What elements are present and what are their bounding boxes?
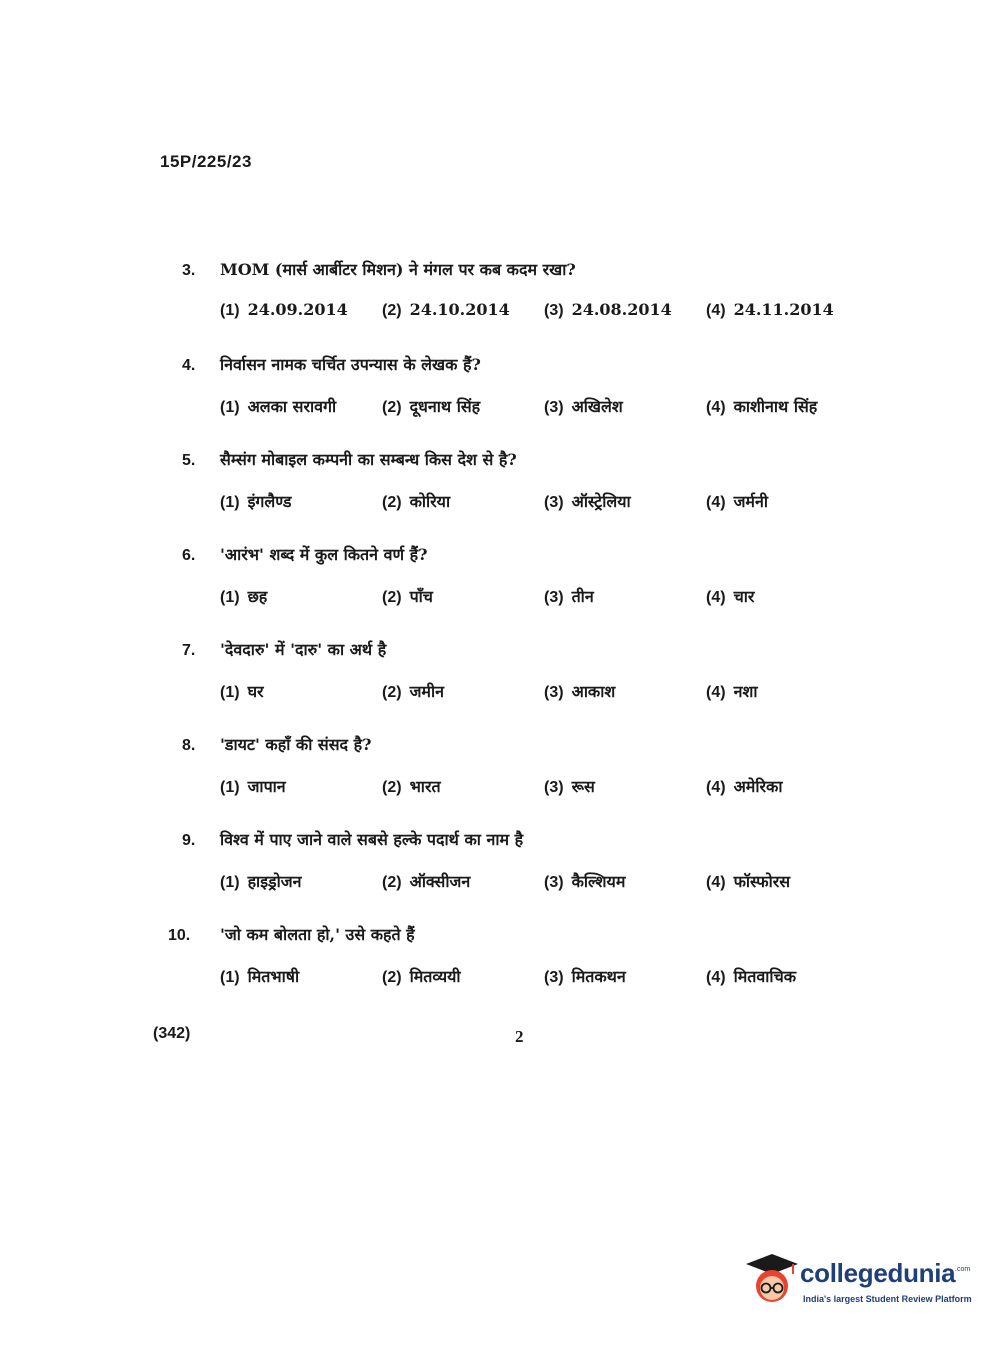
option-list — [168, 870, 868, 892]
collegedunia-watermark[interactable] — [742, 1250, 972, 1310]
option-2: (2) दूधनाथ सिंह — [382, 397, 481, 416]
question-3 — [168, 258, 868, 353]
option-4: (4) नशा — [706, 682, 758, 701]
collegedunia-logo-icon — [742, 1250, 802, 1310]
option-1: (1) अलका सरावगी — [220, 397, 337, 416]
option-3: (3) कैल्शियम — [544, 872, 626, 891]
option-1: (1) 24.09.2014 — [220, 300, 348, 319]
option-2: (2) जमीन — [382, 682, 445, 701]
question-number: 9. — [182, 832, 196, 849]
question-text: सैम्संग मोबाइल कम्पनी का सम्बन्ध किस देश से है? — [220, 450, 517, 469]
option-3: (3) रूस — [544, 777, 595, 796]
option-list — [168, 490, 868, 512]
question-number: 3. — [182, 262, 196, 279]
option-list — [168, 965, 868, 987]
question-number: 4. — [182, 357, 196, 374]
option-4: (4) जर्मनी — [706, 492, 769, 511]
option-3: (3) ऑस्ट्रेलिया — [544, 492, 631, 511]
option-4: (4) मितवाचिक — [706, 967, 797, 986]
option-3: (3) 24.08.2014 — [544, 300, 672, 319]
option-1: (1) घर — [220, 682, 264, 701]
question-7 — [168, 638, 868, 733]
question-number: 8. — [182, 737, 196, 754]
question-9 — [168, 828, 868, 923]
question-text: MOM (मार्स आर्बीटर मिशन) ने मंगल पर कब कदम रखा? — [220, 260, 576, 279]
question-list — [168, 258, 868, 1018]
page-number: 2 — [515, 1027, 524, 1046]
question-text: निर्वासन नामक चर्चित उपन्यास के लेखक हैं? — [220, 355, 481, 374]
option-2: (2) 24.10.2014 — [382, 300, 510, 319]
option-4: (4) चार — [706, 587, 755, 606]
option-2: (2) भारत — [382, 777, 441, 796]
question-text: 'जो कम बोलता हो,' उसे कहते हैं — [220, 925, 415, 944]
option-list — [168, 680, 868, 702]
option-4: (4) फॉस्फोरस — [706, 872, 791, 891]
option-1: (1) छह — [220, 587, 268, 606]
question-number: 7. — [182, 642, 196, 659]
option-1: (1) इंगलैण्ड — [220, 492, 292, 511]
question-10 — [168, 923, 868, 1018]
option-2: (2) पाँच — [382, 587, 433, 606]
footer-code: (342) — [153, 1025, 191, 1042]
option-2: (2) मितव्ययी — [382, 967, 461, 986]
option-list — [168, 775, 868, 797]
question-text: 'डायट' कहाँ की संसद है? — [220, 735, 372, 754]
brand-name: collegedunia — [800, 1258, 956, 1288]
option-2: (2) ऑक्सीजन — [382, 872, 471, 891]
question-number: 6. — [182, 547, 196, 564]
question-text: विश्व में पाए जाने वाले सबसे हल्के पदार्थ का नाम है — [220, 830, 524, 849]
option-list — [168, 395, 868, 417]
option-1: (1) मितभाषी — [220, 967, 300, 986]
question-number: 10. — [168, 927, 191, 944]
option-3: (3) तीन — [544, 587, 594, 606]
option-3: (3) अखिलेश — [544, 397, 623, 416]
option-1: (1) हाइड्रोजन — [220, 872, 302, 891]
paper-code: 15P/225/23 — [160, 152, 252, 171]
option-list — [168, 300, 868, 320]
question-number: 5. — [182, 452, 196, 469]
option-4: (4) काशीनाथ सिंह — [706, 397, 818, 416]
question-5 — [168, 448, 868, 543]
question-6 — [168, 543, 868, 638]
option-4: (4) अमेरिका — [706, 777, 783, 796]
option-3: (3) मितकथन — [544, 967, 626, 986]
question-8 — [168, 733, 868, 828]
question-4 — [168, 353, 868, 448]
option-3: (3) आकाश — [544, 682, 616, 701]
option-list — [168, 585, 868, 607]
brand-tagline: India's largest Student Review Platform — [803, 1294, 972, 1304]
brand-suffix: .com — [955, 1266, 971, 1273]
option-1: (1) जापान — [220, 777, 286, 796]
option-4: (4) 24.11.2014 — [706, 300, 834, 319]
question-text: 'देवदारु' में 'दारु' का अर्थ है — [220, 640, 387, 659]
option-2: (2) कोरिया — [382, 492, 451, 511]
question-text: 'आरंभ' शब्द में कुल कितने वर्ण हैं? — [220, 545, 428, 564]
